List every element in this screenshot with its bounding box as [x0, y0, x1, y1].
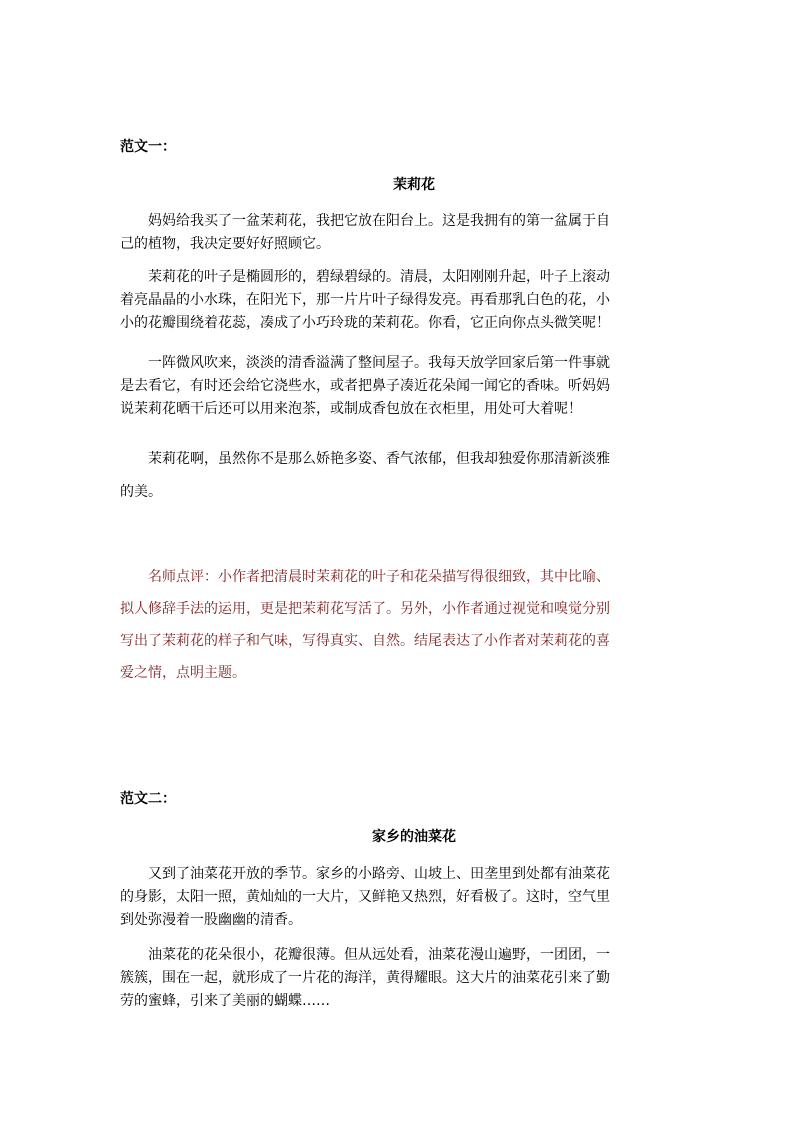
text-line: 油菜花的花朵很小，花瓣很薄。但从远处看，油菜花漫山遍野，一团团，一 [148, 947, 610, 963]
essay1-paragraph-2 [120, 266, 680, 335]
text-line: 的美。 [120, 484, 162, 500]
text-line: 簇簇，围在一起，就形成了一片花的海洋，黄得耀眼。这大片的油菜花引来了勤 [120, 970, 610, 986]
teacher-review [120, 561, 680, 689]
text-line: 到处弥漫着一股幽幽的清香。 [120, 912, 302, 928]
text-line: 又到了油菜花开放的季节。家乡的小路旁、山坡上、田垄里到处都有油菜花 [148, 866, 610, 882]
essay1-paragraph-4 [120, 443, 680, 509]
text-line: 一阵微风吹来，淡淡的清香溢满了整间屋子。我每天放学回家后第一件事就 [148, 355, 610, 371]
text-line: 己的植物，我决定要好好照顾它。 [120, 236, 330, 252]
essay1-paragraph-3 [120, 352, 680, 421]
review-line: 名师点评：小作者把清晨时茉莉花的叶子和花朵描写得很细致，其中比喻、 [148, 569, 610, 585]
text-line: 妈妈给我买了一盆茉莉花，我把它放在阳台上。这是我拥有的第一盆属于自 [148, 213, 610, 229]
text-line: 茉莉花啊，虽然你不是那么娇艳多姿、香气浓郁，但我却独爱你那清新淡雅 [148, 451, 610, 467]
text-line: 着亮晶晶的小水珠，在阳光下，那一片片叶子绿得发亮。再看那乳白色的花，小 [120, 292, 610, 308]
essay2-paragraph-2 [120, 944, 680, 1013]
essay1-heading: 范文一： [120, 139, 176, 155]
review-line: 拟人修辞手法的运用，更是把茉莉花写活了。另外，小作者通过视觉和嗅觉分别 [120, 601, 610, 617]
text-line: 是去看它，有时还会给它浇些水，或者把鼻子凑近花朵闻一闻它的香味。听妈妈 [120, 378, 610, 394]
text-line: 茉莉花的叶子是椭圆形的，碧绿碧绿的。清晨，太阳刚刚升起，叶子上滚动 [148, 269, 610, 285]
text-line: 劳的蜜蜂，引来了美丽的蝴蝶…… [120, 993, 330, 1009]
text-line: 小的花瓣围绕着花蕊，凑成了小巧玲珑的茉莉花。你看，它正向你点头微笑呢！ [120, 315, 610, 331]
essay1-title: 茉莉花 [393, 177, 435, 193]
review-line: 爱之情，点明主题。 [120, 665, 246, 681]
essay2-paragraph-1 [120, 863, 680, 932]
essay2-heading: 范文二： [120, 791, 176, 807]
essay2-title: 家乡的油菜花 [372, 829, 456, 845]
review-line: 写出了茉莉花的样子和气味，写得真实、自然。结尾表达了小作者对茉莉花的喜 [120, 633, 610, 649]
essay1-paragraph-1 [120, 210, 680, 256]
text-line: 的身影，太阳一照，黄灿灿的一大片，又鲜艳又热烈，好看极了。这时，空气里 [120, 889, 610, 905]
text-line: 说茉莉花晒干后还可以用来泡茶，或制成香包放在衣柜里，用处可大着呢！ [120, 401, 582, 417]
